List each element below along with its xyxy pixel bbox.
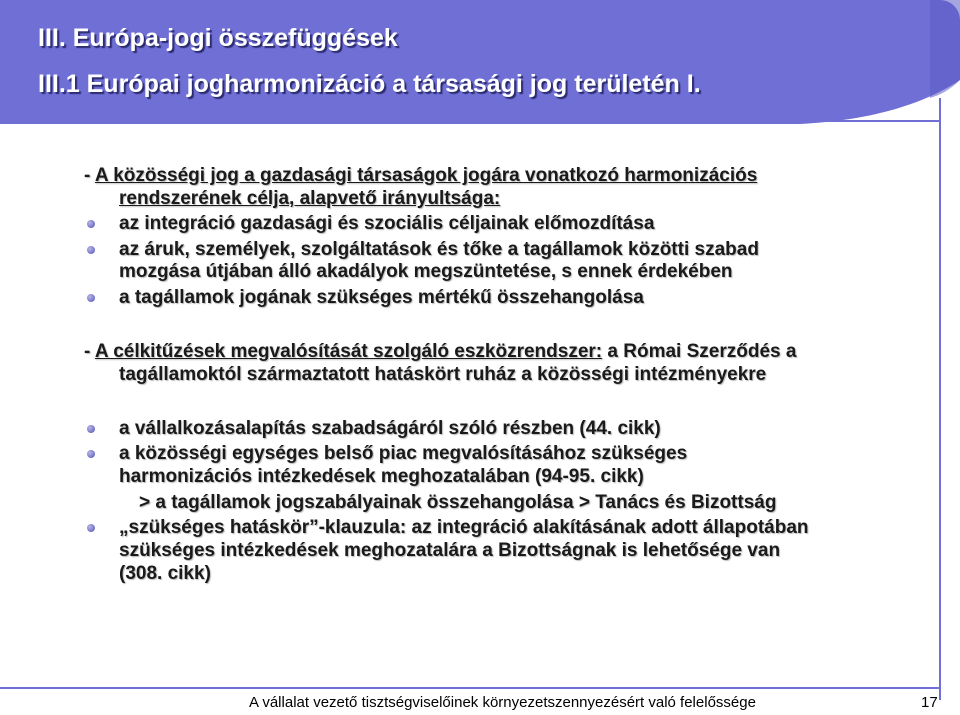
section2-heading-line1 [84,341,796,363]
list-item-continuation: szükséges intézkedések meghozatalára a Bizottságnak is lehetősége van [119,540,781,561]
list-item: a közösségi egységes belső piac megvalósításához szükséges [119,443,688,464]
section1-heading-line2: rendszerének célja, alapvető irányultsága: [119,188,501,209]
dash: - [84,341,95,362]
bullet-icon [87,524,95,532]
dash: - [84,165,95,186]
bullet-icon [87,425,95,433]
list-item: a vállalkozásalapítás szabadságáról szóló részben (44. cikk) [119,418,661,439]
list-item: „szükséges hatáskör”-klauzula: az integráció alakításának adott állapotában [119,517,809,538]
list-item-continuation: harmonizációs intézkedések meghozatalában (94-95. cikk) [119,466,644,487]
section2-heading-underlined: A célkitűzések megvalósítását szolgáló eszközrendszer: [94,341,603,362]
footer [0,694,960,714]
bullet-icon [87,450,95,458]
sub-item: > a tagállamok jogszabályainak összehangolása > Tanács és Bizottság [139,492,777,513]
bullet-icon [87,294,95,302]
bullet-icon [87,220,95,228]
slide-title: III. Európa-jogi összefüggések [38,24,398,52]
list-item: az integráció gazdasági és szociális céljainak előmozdítása [119,213,655,234]
list-item-continuation: mozgása útjában álló akadályok megszüntetése, s ennek érdekében [119,261,733,282]
list-item-continuation: (308. cikk) [119,563,211,584]
list-item: a tagállamok jogának szükséges mértékű összehangolása [119,287,644,308]
section1-heading-text: A közösségi jog a gazdasági társaságok jogára vonatkozó harmonizációs [94,165,758,186]
section2-heading-rest: a Római Szerződés a [602,341,797,362]
section1-heading-line1 [84,165,757,187]
footer-text: A vállalat vezető tisztségviselőinek környezetszennyezésért való felelőssége [249,694,756,711]
page-number: 17 [921,694,938,711]
section2-heading-line2: tagállamoktól származtatott hatáskört ruház a közösségi intézményekre [119,364,767,385]
list-item: az áruk, személyek, szolgáltatások és tőke a tagállamok közötti szabad [119,239,759,260]
bullet-icon [87,246,95,254]
slide-subtitle: III.1 Európai jogharmonizáció a társasági jog területén I. [38,70,701,98]
